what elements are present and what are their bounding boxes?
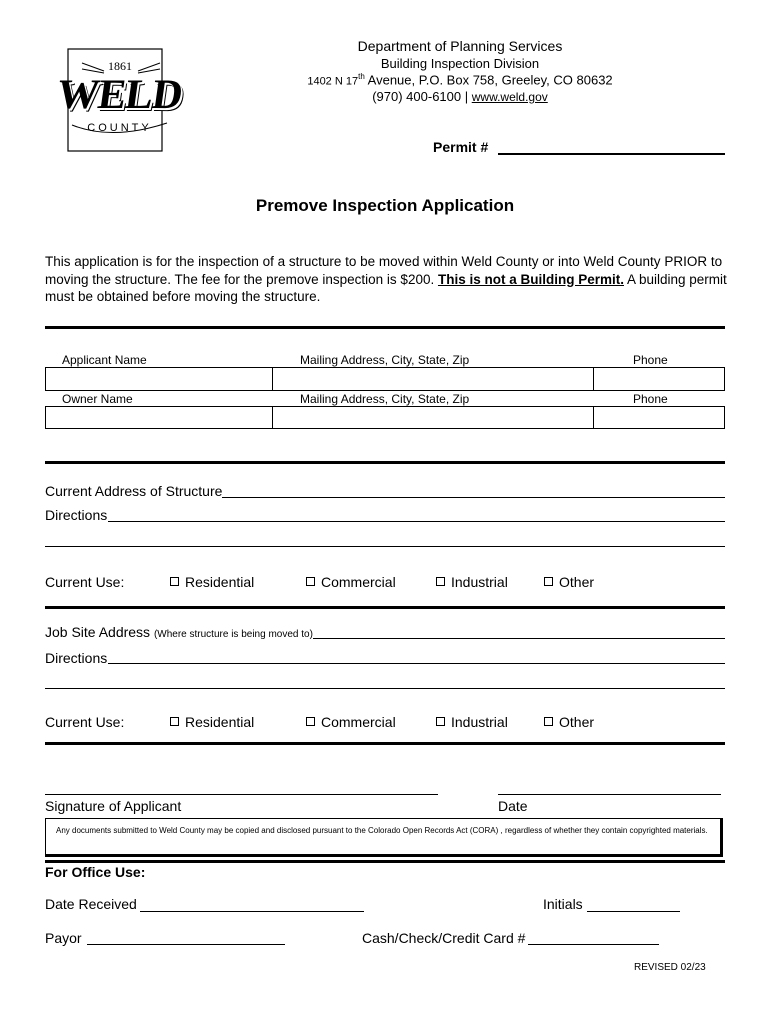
cora-notice-text: Any documents submitted to Weld County may be copied and disclosed pursuant to the Colorado Open Records Act (CORA) , regardless of whether they contain copyrighted materials. [56, 826, 708, 835]
applicant-address-label: Mailing Address, City, State, Zip [300, 353, 470, 367]
current-use-commercial[interactable] [306, 574, 396, 590]
website-link[interactable]: www.weld.gov [471, 90, 548, 104]
option-label: Other [559, 714, 595, 730]
intro-paragraph [45, 253, 730, 306]
address-sup: th [358, 72, 365, 81]
job-site-note: (Where structure is being moved to) [153, 629, 313, 640]
division-name: Building Inspection Division [380, 56, 540, 71]
owner-phone-label: Phone [633, 392, 668, 406]
owner-address-field[interactable] [272, 406, 594, 429]
option-label: Commercial [321, 714, 396, 730]
current-use-other[interactable] [544, 574, 594, 590]
date-received-label: Date Received [45, 896, 137, 912]
permit-number-field[interactable] [498, 153, 725, 155]
section-divider [45, 742, 725, 745]
cora-notice-box [45, 818, 723, 857]
payor-field[interactable] [87, 944, 285, 945]
job-site-address-field[interactable] [313, 638, 725, 639]
job-site-use-label: Current Use: [45, 714, 125, 730]
job-site-use-other[interactable] [544, 714, 594, 730]
job-site-use-industrial[interactable] [436, 714, 508, 730]
section-divider [45, 461, 725, 464]
option-label: Industrial [451, 574, 508, 590]
payor-label: Payor [45, 930, 82, 946]
applicant-name-field[interactable] [45, 367, 273, 391]
current-directions-field-2[interactable] [45, 546, 725, 547]
logo-name: WELD [54, 72, 185, 118]
applicant-phone-label: Phone [633, 353, 668, 367]
revision-date: REVISED 02/23 [634, 962, 706, 973]
signature-label: Signature of Applicant [45, 798, 182, 814]
option-label: Residential [185, 574, 255, 590]
owner-phone-field[interactable] [593, 406, 725, 429]
option-label: Residential [185, 714, 255, 730]
section-divider [45, 326, 725, 329]
date-received-field[interactable] [140, 911, 364, 912]
option-label: Other [559, 574, 595, 590]
intro-text-2: A building permit must be obtained before moving the structure. [45, 271, 727, 304]
address-rest: Avenue, P.O. Box 758, Greeley, CO 80632 [364, 72, 613, 88]
job-site-use-commercial[interactable] [306, 714, 396, 730]
checkbox-icon [306, 717, 315, 726]
office-phone: (970) 400-6100 | [372, 89, 469, 104]
intro-emphasis: This is not a Building Permit. [437, 271, 624, 287]
current-address-field[interactable] [222, 497, 725, 498]
payment-method-field[interactable] [528, 944, 659, 945]
permit-label: Permit # [433, 139, 489, 155]
applicant-address-field[interactable] [272, 367, 594, 391]
initials-field[interactable] [587, 911, 680, 912]
initials-label: Initials [543, 896, 583, 912]
intro-text-1: This application is for the inspection of a structure to be moved within Weld County or into Weld County PRIOR to moving the structure. The fee for the premove inspection is $200. [45, 254, 723, 287]
checkbox-icon [170, 577, 179, 586]
applicant-phone-field[interactable] [593, 367, 725, 391]
job-site-directions-field[interactable] [108, 663, 725, 664]
date-field[interactable] [498, 794, 721, 795]
payment-method-label: Cash/Check/Credit Card # [362, 930, 526, 946]
job-site-label [45, 624, 313, 640]
office-use-heading: For Office Use: [45, 864, 146, 880]
job-site-directions-field-2[interactable] [45, 688, 725, 689]
current-use-residential[interactable] [170, 574, 254, 590]
owner-address-label: Mailing Address, City, State, Zip [300, 392, 470, 406]
checkbox-icon [544, 577, 553, 586]
logo-county: COUNTY [87, 122, 152, 134]
date-label: Date [498, 798, 528, 814]
owner-name-label: Owner Name [62, 392, 133, 406]
page-title: Premove Inspection Application [255, 196, 515, 215]
department-name: Department of Planning Services [357, 38, 563, 54]
checkbox-icon [544, 717, 553, 726]
applicant-name-label: Applicant Name [62, 353, 147, 367]
checkbox-icon [436, 717, 445, 726]
job-site-directions-label: Directions [45, 650, 108, 666]
signature-field[interactable] [45, 794, 438, 795]
owner-name-field[interactable] [45, 406, 273, 429]
logo-year: 1861 [108, 59, 132, 73]
option-label: Commercial [321, 574, 396, 590]
current-use-industrial[interactable] [436, 574, 508, 590]
checkbox-icon [436, 577, 445, 586]
checkbox-icon [306, 577, 315, 586]
office-contact [260, 89, 660, 104]
option-label: Industrial [451, 714, 508, 730]
current-address-label: Current Address of Structure [45, 483, 223, 499]
checkbox-icon [170, 717, 179, 726]
address-start: 1402 N 17 [307, 75, 359, 88]
current-use-label: Current Use: [45, 574, 125, 590]
office-address [260, 72, 660, 87]
current-directions-field[interactable] [108, 521, 725, 522]
current-directions-label: Directions [45, 507, 108, 523]
job-site-use-residential[interactable] [170, 714, 254, 730]
job-site-title: Job Site Address [45, 624, 151, 640]
weld-county-logo [52, 45, 187, 155]
section-divider [45, 860, 725, 863]
section-divider [45, 606, 725, 609]
